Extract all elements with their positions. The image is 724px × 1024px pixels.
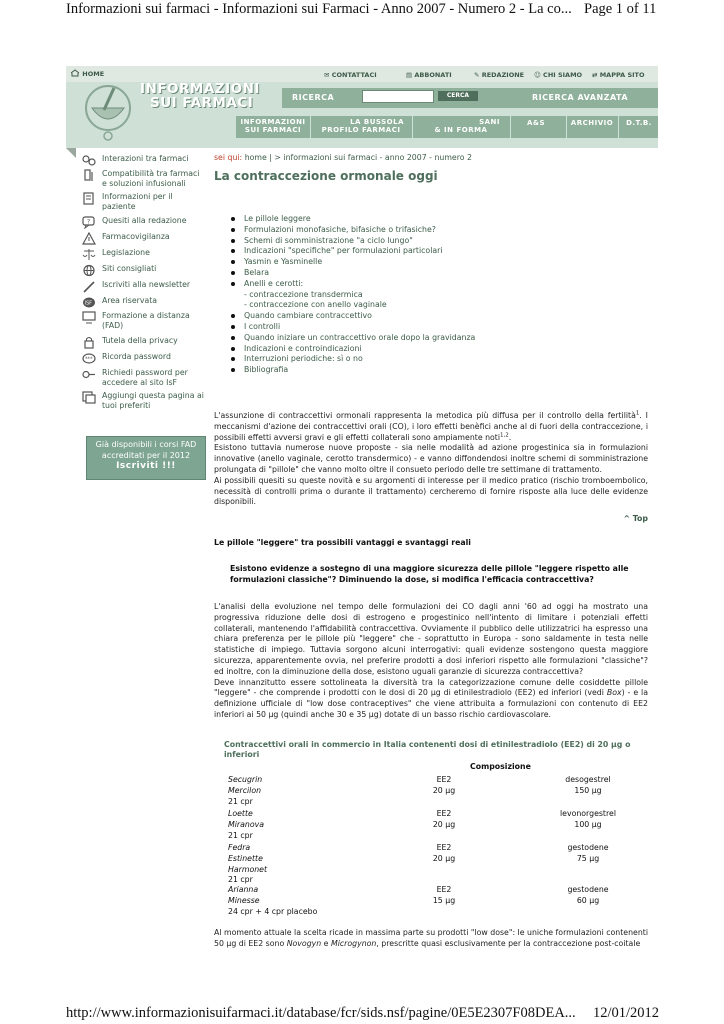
progestin-name: gestodene [567, 843, 609, 852]
ee-dose: 15 µg [432, 895, 456, 905]
sidebar-corner-triangle [66, 148, 76, 158]
box-reference: Box [606, 688, 622, 698]
toc-item[interactable] [230, 236, 475, 247]
brand-cell [228, 885, 317, 917]
text-run: Deve innanzitutto essere sottolineata la diversità tra la categorizzazione comune delle cosiddette pillole "leggere" - che comprende i prodotti con le dosi di 20 µg di etinilestradiolo (EE2) ed inferiori (vedi [214, 677, 648, 698]
key-icon [82, 368, 96, 381]
breadcrumb-separator: | > [266, 153, 284, 162]
table-header-composizione: Composizione [470, 762, 531, 771]
sidebar-item-label: Ricorda password [102, 352, 171, 361]
password-icon [82, 352, 96, 365]
text-run: Al momento attuale la scelta ricade in massima parte su prodotti "low dose": le uniche formulazioni contenenti 50 µg di EE2 sono [214, 928, 648, 948]
bullet [231, 336, 235, 340]
breadcrumb [214, 153, 472, 164]
nav-label: CONTATTACI [331, 71, 377, 79]
toc-subitem[interactable] [230, 290, 475, 301]
brand-name: Secugrin [228, 775, 263, 784]
bullet [231, 217, 235, 221]
section-title: Le pillole "leggere" tra possibili vantaggi e svantaggi reali [214, 538, 471, 547]
home-label: HOME [82, 70, 105, 78]
sidebar [66, 148, 206, 478]
site-header [66, 66, 658, 148]
toc-link[interactable]: Quando cambiare contraccettivo [244, 311, 372, 321]
ee-label: EE2 [436, 885, 452, 894]
bullet [231, 357, 235, 361]
lock-icon [82, 296, 96, 309]
interaction-icon [82, 154, 96, 167]
toc-item[interactable] [230, 268, 475, 279]
brand-cell [228, 775, 262, 807]
brand-cell [228, 809, 264, 841]
sidebar-item-label: Tutela della privacy [102, 336, 178, 345]
nav-separator [510, 116, 511, 138]
infusion-icon [82, 169, 96, 182]
pen-icon [82, 280, 96, 293]
sidebar-item-label: Area riservata [102, 296, 158, 305]
sidebar-item-label: Informazioni per il paziente [102, 192, 173, 211]
back-to-top-link[interactable]: ^ Top [623, 514, 648, 523]
svg-text:?: ? [87, 218, 91, 226]
nav-la-bussola[interactable] [314, 118, 408, 134]
fad-promo-banner[interactable] [86, 436, 206, 480]
toc-link[interactable]: Quando iniziare un contraccettivo orale dopo la gravidanza [244, 332, 476, 342]
nav-separator [310, 116, 311, 138]
promo-line2: accreditati per il 2012 [101, 451, 191, 460]
closing-text [214, 928, 648, 950]
brand-name: Estinette [228, 853, 263, 863]
sidebar-item-label: Siti consigliati [102, 264, 157, 273]
page-title: La contraccezione ormonale oggi [214, 169, 438, 183]
search-label: RICERCA [292, 93, 335, 102]
intro-paragraph-1 [214, 411, 648, 443]
pdf-print-footer [0, 1004, 724, 1024]
site-logo[interactable] [74, 76, 260, 146]
brand-name: Mercilon [228, 785, 262, 795]
nav-informazioni-sui-farmaci[interactable] [240, 118, 306, 134]
sidebar-item-siti[interactable] [82, 264, 156, 277]
sidebar-item-fad[interactable] [82, 311, 198, 330]
breadcrumb-current-link[interactable]: informazioni sui farmaci - anno 2007 - numero 2 [283, 153, 472, 162]
toc-link[interactable]: Le pillole leggere [244, 214, 311, 223]
brand-name: Minesse [228, 895, 260, 905]
logo-line2: SUI FARMACI [150, 95, 254, 111]
sidebar-item-area-riservata[interactable] [82, 296, 157, 309]
shield-icon [82, 336, 96, 349]
ee-label: EE2 [436, 809, 452, 818]
intro-paragraph-2: Esistono tuttavia numerose nuove proposte - sia nelle modalità ad azione progestinica sia in formulazioni innovative (anello vaginale, cerotto transdermico) - e vanno diffondendosi inoltre schemi di somministrazione prolungata di "pillole" che vanno molto oltre il consueto periodo delle tre settimane di trattamento. [214, 443, 648, 474]
promo-cta[interactable]: Iscriviti !!! [116, 461, 176, 471]
book-icon: ▤ [406, 71, 415, 79]
brand-name: Fedra [228, 843, 251, 852]
bullet [231, 347, 235, 351]
nav-line: ARCHIVIO [570, 119, 614, 127]
logo-line1: INFORMAZIONI [140, 81, 260, 97]
toc-item[interactable] [230, 344, 475, 355]
toc-subitem[interactable] [230, 300, 475, 311]
promo-line1: Già disponibili i corsi FAD [95, 440, 197, 449]
ee-dose: 20 µg [432, 785, 456, 795]
sidebar-item-preferiti[interactable] [82, 391, 206, 410]
advanced-search-link[interactable]: RICERCA AVANZATA [532, 93, 629, 102]
toc-link[interactable]: - contraccezione con anello vaginale [244, 300, 387, 310]
progestin-name: levonorgestrel [560, 809, 616, 818]
progestin-name: desogestrel [565, 775, 611, 784]
sidebar-item-label: Iscriviti alla newsletter [102, 280, 191, 289]
text-run: , prescritte quasi esclusivamente per la contraccezione post-coitale [376, 938, 641, 948]
search-button[interactable]: CERCA [438, 91, 478, 101]
map-icon: ⇄ [592, 71, 600, 79]
box-table-title: Contraccettivi orali in commercio in Italia contenenti dosi di etinilestradiolo (EE2) di 20 µg o inferiori [224, 740, 631, 759]
pack-note: 21 cpr [228, 796, 253, 806]
nav-line: & IN FORMA [434, 126, 488, 134]
mail-icon: ✉ [324, 71, 332, 79]
progestin-name: gestodene [567, 885, 609, 894]
toc-link[interactable]: Interruzioni periodiche: sì o no [244, 354, 363, 364]
nav-line: D.T.B. [626, 119, 652, 127]
bullet [231, 271, 235, 275]
ee-label: EE2 [436, 843, 452, 852]
text-run: e [321, 938, 331, 948]
text-run: ) - e la definizione ufficiale di "low dose contraceptives" che viene attribuita a formulazioni con contenuto di EE2 inferiori ai 50 µg (quindi anche 30 e 35 µg) dotate di un basso rischio cardiovascolare. [214, 688, 648, 719]
ee-dose: 20 µg [432, 853, 456, 863]
globe-icon [82, 264, 96, 277]
toc-item[interactable] [230, 365, 475, 376]
nav-separator [618, 116, 619, 138]
nav-sani-in-forma[interactable] [416, 118, 506, 134]
text-run: L'assunzione di contraccettivi ormonali rappresenta la metodica più diffusa per il controllo della fertilità [214, 411, 636, 420]
scales-icon [82, 248, 96, 261]
ee-dose: 20 µg [432, 819, 456, 829]
progestin-dose: 75 µg [576, 853, 600, 863]
toc-link[interactable]: Bibliografia [244, 365, 289, 375]
nav-line: A&S [526, 119, 546, 127]
progestin-cell [538, 809, 638, 831]
toc-link[interactable]: - contraccezione transdermica [244, 289, 363, 299]
toc-link[interactable]: Indicazioni "specifiche" per formulazioni particolari [244, 246, 443, 256]
progestin-dose: 60 µg [576, 895, 600, 905]
search-bar [282, 88, 658, 108]
pdf-page-number: Page 1 of 11 [584, 1, 657, 17]
text-run: . [508, 432, 512, 442]
brand-name: Arianna [228, 885, 259, 894]
sidebar-item-farmacovigilanza[interactable] [82, 232, 170, 245]
nav-label: ABBONATI [414, 71, 452, 79]
progestin-cell [538, 775, 638, 797]
sidebar-item-legislazione[interactable] [82, 248, 150, 261]
sidebar-item-label: Richiedi password per accedere al sito IsF [102, 368, 188, 387]
pdf-print-header [0, 0, 724, 20]
toc-item[interactable] [230, 257, 475, 268]
bullet [231, 239, 235, 243]
question-icon [82, 216, 96, 229]
nav-line: PROFILO FARMACI [321, 126, 401, 134]
sidebar-item-quesiti[interactable] [82, 216, 187, 229]
sidebar-item-label: Quesiti alla redazione [102, 216, 187, 225]
toc-item[interactable] [230, 225, 475, 236]
toc-link[interactable]: Indicazioni e controindicazioni [244, 343, 362, 353]
main-nav [236, 116, 658, 138]
bullet [231, 368, 235, 372]
sidebar-item-label: Aggiungi questa pagina ai tuoi preferiti [102, 391, 204, 410]
people-icon: ☺ [534, 71, 544, 79]
main-content [214, 148, 650, 1004]
sidebar-item-newsletter[interactable] [82, 280, 190, 293]
nav-abbonati[interactable] [406, 71, 452, 79]
sidebar-item-label: Interazioni tra farmaci [102, 154, 189, 163]
mortar-pestle-logo-icon [78, 78, 138, 144]
sidebar-item-paziente[interactable] [82, 192, 182, 211]
ee-cell [424, 809, 464, 831]
citation[interactable]: 1 [635, 410, 640, 417]
intro-text [214, 411, 648, 508]
ee-label: EE2 [436, 775, 452, 784]
toc-item[interactable] [230, 322, 475, 333]
toc-link[interactable]: Yasmin e Yasminelle [244, 257, 323, 267]
progestin-cell [538, 843, 638, 865]
table-of-contents [230, 214, 475, 376]
toc-item[interactable] [230, 333, 475, 344]
nav-line: SUI FARMACI [244, 126, 302, 134]
text-run: . I meccanismi d'azione dei contraccettivi orali (CO), i loro effetti benèfici anche al di fuori della contraccezione, i possibili effetti avversi gravi e gli effetti collaterali sono ampiamente noti [214, 411, 648, 442]
bullet [231, 325, 235, 329]
toc-link[interactable]: I controlli [244, 321, 281, 331]
toc-item[interactable] [230, 214, 475, 225]
closing-paragraph [214, 928, 648, 950]
nav-redazione[interactable] [474, 71, 524, 79]
nav-separator [566, 116, 567, 138]
nav-mappa-sito[interactable] [592, 71, 645, 79]
brand-name: Miranova [228, 819, 264, 829]
bullet [231, 249, 235, 253]
toc-link[interactable]: Schemi di somministrazione "a ciclo lungo" [244, 235, 413, 245]
bullet [231, 314, 235, 318]
nav-line: SANI [479, 118, 500, 126]
nav-archivio[interactable] [570, 119, 614, 127]
patient-icon [82, 192, 96, 205]
toc-link[interactable]: Formulazioni monofasiche, bifasiche o trifasiche? [244, 224, 436, 234]
logo-text [140, 82, 260, 110]
progestin-dose: 100 µg [574, 819, 602, 829]
toc-item[interactable] [230, 354, 475, 365]
pack-note: 21 cpr [228, 830, 253, 840]
ee-cell [424, 775, 464, 797]
pen-icon: ✎ [474, 71, 482, 79]
sidebar-item-label: Compatibilità tra farmaci e soluzioni infusionali [102, 169, 200, 188]
intro-paragraph-3: Ai possibili quesiti su queste novità e su argomenti di interesse per il medico pratico (rischio tromboembolico, necessità di controlli prima o durante il trattamento) cercheremo di fornire risposte alla luce delle evidenze disponibili. [214, 475, 648, 507]
bullet [231, 260, 235, 264]
nav-a-s[interactable] [516, 119, 556, 127]
svg-text:***: *** [85, 356, 93, 363]
breadcrumb-home-link[interactable]: home [244, 153, 267, 162]
nav-label: MAPPA SITO [599, 71, 645, 79]
toc-item[interactable] [230, 311, 475, 322]
pack-note: 21 cpr [228, 875, 253, 885]
table-row [228, 885, 648, 925]
product-name: Novogyn [286, 938, 322, 948]
brand-name: Loette [228, 809, 253, 818]
section-body [214, 602, 648, 721]
nav-line: INFORMAZIONI [240, 118, 306, 126]
sidebar-item-compatibilita[interactable] [82, 169, 206, 188]
toc-link[interactable]: Anelli e cerotti: [244, 278, 304, 288]
sidebar-item-privacy[interactable] [82, 336, 178, 349]
nav-separator [412, 116, 413, 138]
pdf-header-title: Informazioni sui farmaci - Informazioni sui Farmaci - Anno 2007 - Numero 2 - La co... [66, 1, 572, 17]
bullet [231, 228, 235, 232]
breadcrumb-prefix: sei qui: [214, 153, 243, 162]
brand-cell [228, 843, 267, 886]
pdf-footer-url: http://www.informazionisuifarmaci.it/database/fcr/sids.nsf/pagine/0E5E2307F08DEA... [66, 1005, 576, 1021]
sidebar-item-label: Formazione a distanza (FAD) [102, 311, 190, 330]
svg-text:ISF: ISF [84, 300, 93, 307]
sidebar-item-label: Farmacovigilanza [102, 232, 170, 241]
nav-dtb[interactable] [622, 119, 656, 127]
toc-item[interactable] [230, 246, 475, 257]
nav-contattaci[interactable] [324, 71, 377, 79]
nav-label: REDAZIONE [481, 71, 525, 79]
ee-cell [424, 843, 464, 865]
search-input[interactable] [362, 90, 434, 103]
progestin-dose: 150 µg [574, 785, 602, 795]
computer-icon [82, 311, 96, 324]
nav-line: LA BUSSOLA [350, 118, 404, 126]
body-paragraph-2 [214, 678, 648, 721]
sidebar-item-richiedi-password[interactable] [82, 368, 202, 387]
body-paragraph-1: L'analisi della evoluzione nel tempo delle formulazioni dei CO dagli anni '60 ad oggi ha mostrato una progressiva riduzione delle dosi di estrogeno e progestinico nell'intento di limitare i potenziali effetti collaterali, mantenendo l'affidabilità contraccettiva. Ovviamente il pubblico delle utilizzatrici ha espresso una chiara preferenza per le pillole più "leggere" che - soprattutto in Europa - sono saldamente in testa nelle statistiche di impiego. Tuttavia sorgono alcuni interrogativi: quali evidenze sostengono questa maggiore sicurezza, apparentemente ovvia, nel preferire prodotti a dosi inferiori rispetto alle formulazioni "classiche"? ed inoltre, con la diminuzione della dose, esistono uguali garanzie di sicurezza contraccettiva? [214, 602, 648, 676]
bookmark-icon [82, 391, 96, 404]
ee-cell [424, 885, 464, 907]
citation[interactable]: 1,2 [500, 432, 509, 438]
pdf-footer-date: 12/01/2012 [593, 1005, 660, 1021]
sidebar-item-interazioni[interactable] [82, 154, 189, 167]
sidebar-item-label: Legislazione [102, 248, 150, 257]
nav-chi-siamo[interactable] [534, 71, 582, 79]
pack-note: 24 cpr + 4 cpr placebo [228, 906, 318, 916]
product-name: Microgynon [330, 938, 377, 948]
toc-item[interactable] [230, 279, 475, 290]
nav-label: CHI SIAMO [543, 71, 583, 79]
brand-name: Harmonet [228, 864, 268, 874]
warning-icon [82, 232, 96, 245]
toc-link[interactable]: Belara [244, 267, 270, 277]
progestin-cell [538, 885, 638, 907]
sidebar-item-ricorda-password[interactable] [82, 352, 171, 365]
section-question: Esistono evidenze a sostegno di una maggiore sicurezza delle pillole "leggere rispetto alle formulazioni classiche"? Diminuendo la dose, si modifica l'efficacia contraccettiva? [230, 564, 629, 584]
bullet [231, 282, 235, 286]
